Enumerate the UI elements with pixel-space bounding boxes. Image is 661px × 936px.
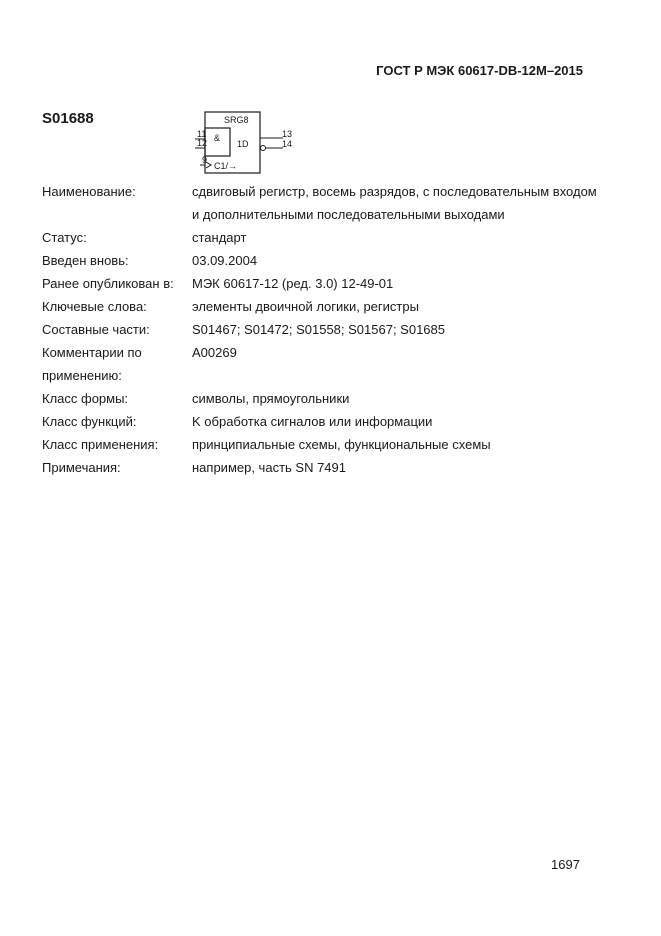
- attribute-label: Составные части:: [42, 322, 150, 337]
- attribute-label: Класс применения:: [42, 437, 159, 452]
- and-label: &: [214, 133, 221, 143]
- attribute-label: Ключевые слова:: [42, 299, 147, 314]
- attribute-value: A00269: [192, 345, 237, 360]
- attribute-row-application-class: [42, 433, 602, 456]
- attribute-value: сдвиговый регистр, восемь разрядов, с последовательным входом и дополнительными последовательными выходами: [192, 184, 597, 222]
- attribute-label: Комментарии по применению:: [42, 345, 142, 383]
- attribute-row-shape-class: [42, 387, 602, 410]
- attribute-row-keywords: [42, 295, 602, 318]
- attribute-value: K обработка сигналов или информации: [192, 414, 433, 429]
- symbol-code: S01688: [42, 110, 94, 127]
- attribute-label: Введен вновь:: [42, 253, 129, 268]
- attribute-row-introduced: [42, 249, 602, 272]
- attribute-value: S01467; S01472; S01558; S01567; S01685: [192, 322, 445, 337]
- pin-label: 13: [282, 129, 293, 139]
- attribute-value: например, часть SN 7491: [192, 460, 346, 475]
- attribute-row-function-class: [42, 410, 602, 433]
- attribute-value: 03.09.2004: [192, 253, 258, 268]
- attribute-value: символы, прямоугольники: [192, 391, 350, 406]
- pin-label: 12: [197, 138, 208, 148]
- attribute-label: Класс функций:: [42, 414, 137, 429]
- page-number: 1697: [551, 857, 580, 872]
- attribute-value: МЭК 60617-12 (ред. 3.0) 12-49-01: [192, 276, 394, 291]
- pin-label: 11: [197, 129, 207, 139]
- attribute-row-components: [42, 318, 602, 341]
- attribute-row-application-notes: [42, 341, 602, 387]
- attribute-list: [42, 180, 602, 479]
- attribute-row-name: [42, 180, 602, 226]
- attribute-row-notes: [42, 456, 602, 479]
- document-standard-header: ГОСТ Р МЭК 60617-DB-12M–2015: [376, 63, 583, 78]
- clock-label: C1/→: [214, 161, 238, 171]
- attribute-label: Наименование:: [42, 184, 136, 199]
- attribute-label: Класс формы:: [42, 391, 129, 406]
- register-title: SRG8: [224, 115, 249, 125]
- pin-label: 14: [282, 139, 293, 149]
- attribute-row-status: [42, 226, 602, 249]
- attribute-label: Статус:: [42, 230, 87, 245]
- attribute-value: элементы двоичной логики, регистры: [192, 299, 419, 314]
- d-input-label: 1D: [237, 139, 249, 149]
- attribute-value: стандарт: [192, 230, 247, 245]
- attribute-value: принципиальные схемы, функциональные схемы: [192, 437, 491, 452]
- attribute-label: Ранее опубликован в:: [42, 276, 174, 291]
- pin-label: 9: [202, 155, 208, 165]
- shift-register-symbol: [190, 110, 300, 175]
- attribute-label: Примечания:: [42, 460, 121, 475]
- attribute-row-previously-published: [42, 272, 602, 295]
